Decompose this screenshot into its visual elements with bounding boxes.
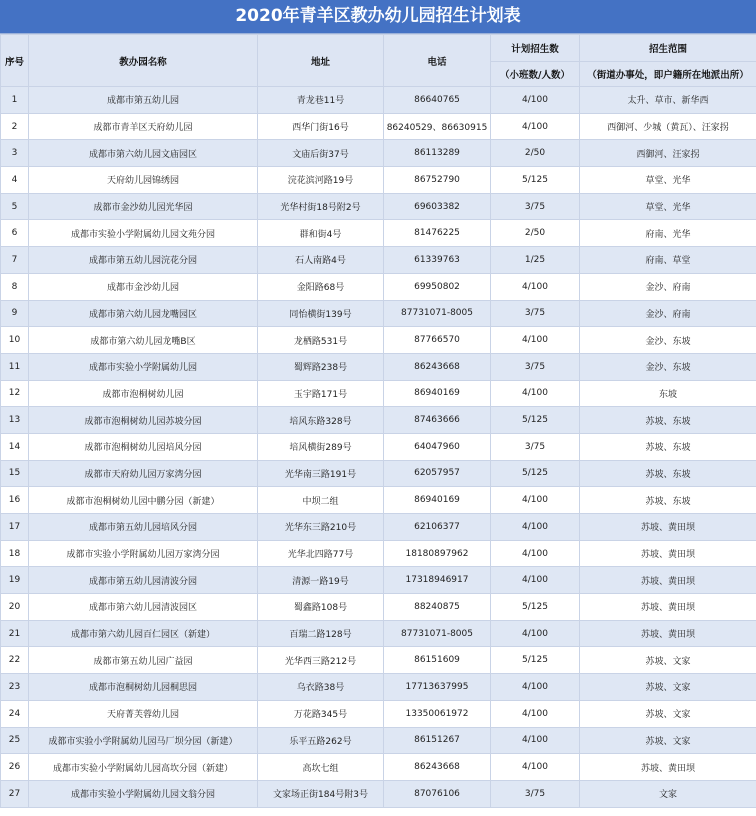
cell-phone: 13350061972	[384, 700, 491, 727]
cell-kindergarten-name: 成都市金沙幼儿园	[29, 273, 258, 300]
cell-kindergarten-name: 成都市第五幼儿园	[29, 87, 258, 114]
cell-enrollment-range: 西御河、少城（黄瓦）、汪家拐	[580, 113, 756, 140]
cell-address: 培风横街289号	[258, 433, 384, 460]
cell-no: 21	[1, 620, 29, 647]
cell-enrollment-plan: 1/25	[491, 247, 580, 274]
cell-enrollment-range: 苏坡、文家	[580, 700, 756, 727]
cell-address: 石人南路4号	[258, 247, 384, 274]
cell-kindergarten-name: 成都市第六幼儿园文庙园区	[29, 140, 258, 167]
cell-enrollment-range: 文家	[580, 780, 756, 807]
enrollment-table	[0, 34, 756, 808]
cell-phone: 87766570	[384, 327, 491, 354]
table-header	[1, 35, 756, 87]
cell-enrollment-range: 苏坡、黄田坝	[580, 754, 756, 781]
cell-enrollment-plan: 4/100	[491, 620, 580, 647]
cell-no: 23	[1, 674, 29, 701]
cell-enrollment-range: 金沙、府南	[580, 300, 756, 327]
table-row	[1, 460, 756, 487]
cell-address: 同怡横街139号	[258, 300, 384, 327]
cell-enrollment-plan: 5/125	[491, 167, 580, 194]
cell-kindergarten-name: 成都市第六幼儿园龙嘴园区	[29, 300, 258, 327]
cell-enrollment-range: 苏坡、黄田坝	[580, 594, 756, 621]
cell-kindergarten-name: 成都市第五幼儿园浣花分园	[29, 247, 258, 274]
cell-enrollment-range: 苏坡、文家	[580, 674, 756, 701]
cell-phone: 64047960	[384, 433, 491, 460]
cell-address: 金阳路68号	[258, 273, 384, 300]
cell-kindergarten-name: 成都市泡桐树幼儿园桐思园	[29, 674, 258, 701]
cell-no: 22	[1, 647, 29, 674]
cell-enrollment-plan: 3/75	[491, 353, 580, 380]
cell-no: 19	[1, 567, 29, 594]
cell-address: 龙栖路531号	[258, 327, 384, 354]
cell-address: 西华门街16号	[258, 113, 384, 140]
cell-phone: 62106377	[384, 514, 491, 541]
cell-no: 10	[1, 327, 29, 354]
cell-enrollment-range: 苏坡、黄田坝	[580, 620, 756, 647]
cell-address: 光华西三路212号	[258, 647, 384, 674]
cell-enrollment-plan: 4/100	[491, 327, 580, 354]
cell-enrollment-range: 苏坡、黄田坝	[580, 567, 756, 594]
cell-no: 17	[1, 514, 29, 541]
table-row	[1, 140, 756, 167]
header-range: 招生范围	[580, 35, 756, 62]
cell-phone: 17318946917	[384, 567, 491, 594]
cell-no: 12	[1, 380, 29, 407]
cell-enrollment-plan: 2/50	[491, 220, 580, 247]
cell-kindergarten-name: 成都市天府幼儿园万家湾分园	[29, 460, 258, 487]
table-row	[1, 567, 756, 594]
header-plan-sub: （小班数/人数）	[491, 62, 580, 87]
cell-enrollment-range: 太升、草市、新华西	[580, 87, 756, 114]
cell-enrollment-range: 金沙、府南	[580, 273, 756, 300]
header-name: 教办园名称	[29, 35, 258, 87]
table-row	[1, 87, 756, 114]
cell-phone: 86151267	[384, 727, 491, 754]
cell-address: 群和街4号	[258, 220, 384, 247]
cell-no: 25	[1, 727, 29, 754]
cell-no: 1	[1, 87, 29, 114]
cell-address: 光华东三路210号	[258, 514, 384, 541]
cell-enrollment-plan: 2/50	[491, 140, 580, 167]
cell-enrollment-range: 苏坡、黄田坝	[580, 540, 756, 567]
cell-no: 11	[1, 353, 29, 380]
cell-no: 2	[1, 113, 29, 140]
cell-address: 青龙巷11号	[258, 87, 384, 114]
table-row	[1, 647, 756, 674]
cell-enrollment-plan: 4/100	[491, 674, 580, 701]
table-row	[1, 594, 756, 621]
table-row	[1, 514, 756, 541]
cell-kindergarten-name: 成都市第六幼儿园清波园区	[29, 594, 258, 621]
cell-address: 文家场正街184号附3号	[258, 780, 384, 807]
cell-enrollment-range: 苏坡、文家	[580, 647, 756, 674]
cell-kindergarten-name: 成都市实验小学附属幼儿园文翁分园	[29, 780, 258, 807]
cell-enrollment-range: 草堂、光华	[580, 167, 756, 194]
cell-address: 中坝二组	[258, 487, 384, 514]
cell-address: 乐平五路262号	[258, 727, 384, 754]
cell-no: 9	[1, 300, 29, 327]
table-row	[1, 220, 756, 247]
cell-kindergarten-name: 成都市泡桐树幼儿园中鹏分园（新建）	[29, 487, 258, 514]
table-row	[1, 273, 756, 300]
cell-kindergarten-name: 成都市实验小学附属幼儿园高坎分园（新建）	[29, 754, 258, 781]
table-row	[1, 754, 756, 781]
cell-phone: 86752790	[384, 167, 491, 194]
cell-phone: 87076106	[384, 780, 491, 807]
cell-phone: 88240875	[384, 594, 491, 621]
cell-no: 7	[1, 247, 29, 274]
cell-enrollment-plan: 3/75	[491, 300, 580, 327]
cell-enrollment-range: 苏坡、东坡	[580, 487, 756, 514]
cell-enrollment-plan: 4/100	[491, 113, 580, 140]
cell-enrollment-range: 苏坡、黄田坝	[580, 514, 756, 541]
cell-address: 百瑞二路128号	[258, 620, 384, 647]
cell-no: 18	[1, 540, 29, 567]
cell-enrollment-range: 金沙、东坡	[580, 327, 756, 354]
table-row	[1, 620, 756, 647]
cell-kindergarten-name: 成都市第六幼儿园龙嘴B区	[29, 327, 258, 354]
cell-enrollment-range: 苏坡、东坡	[580, 460, 756, 487]
cell-enrollment-plan: 4/100	[491, 487, 580, 514]
cell-kindergarten-name: 成都市青羊区天府幼儿园	[29, 113, 258, 140]
cell-no: 4	[1, 167, 29, 194]
header-phone: 电话	[384, 35, 491, 87]
cell-phone: 87731071-8005	[384, 620, 491, 647]
cell-address: 高坎七组	[258, 754, 384, 781]
cell-enrollment-plan: 4/100	[491, 514, 580, 541]
table-row	[1, 407, 756, 434]
cell-kindergarten-name: 成都市第五幼儿园广益园	[29, 647, 258, 674]
cell-no: 24	[1, 700, 29, 727]
cell-kindergarten-name: 成都市实验小学附属幼儿园马厂坝分园（新建）	[29, 727, 258, 754]
table-row	[1, 193, 756, 220]
table-row	[1, 780, 756, 807]
cell-enrollment-range: 苏坡、东坡	[580, 407, 756, 434]
cell-kindergarten-name: 天府菁芙蓉幼儿园	[29, 700, 258, 727]
table-row	[1, 247, 756, 274]
cell-no: 16	[1, 487, 29, 514]
cell-enrollment-plan: 5/125	[491, 594, 580, 621]
cell-kindergarten-name: 天府幼儿园锦绣园	[29, 167, 258, 194]
cell-enrollment-plan: 3/75	[491, 433, 580, 460]
cell-no: 5	[1, 193, 29, 220]
cell-address: 文庙后街37号	[258, 140, 384, 167]
cell-phone: 18180897962	[384, 540, 491, 567]
cell-enrollment-range: 府南、草堂	[580, 247, 756, 274]
cell-enrollment-plan: 4/100	[491, 700, 580, 727]
cell-enrollment-range: 金沙、东坡	[580, 353, 756, 380]
cell-no: 8	[1, 273, 29, 300]
table-title: 2020年青羊区教办幼儿园招生计划表	[0, 0, 756, 34]
cell-enrollment-plan: 4/100	[491, 380, 580, 407]
cell-address: 万花路345号	[258, 700, 384, 727]
table-row	[1, 700, 756, 727]
cell-no: 20	[1, 594, 29, 621]
cell-phone: 86151609	[384, 647, 491, 674]
cell-enrollment-plan: 4/100	[491, 540, 580, 567]
cell-kindergarten-name: 成都市实验小学附属幼儿园文苑分园	[29, 220, 258, 247]
header-range-sub: （街道办事处，即户籍所在地派出所）	[580, 62, 756, 87]
cell-phone: 87731071-8005	[384, 300, 491, 327]
cell-phone: 86240529、86630915	[384, 113, 491, 140]
header-address: 地址	[258, 35, 384, 87]
cell-phone: 17713637995	[384, 674, 491, 701]
cell-no: 15	[1, 460, 29, 487]
cell-phone: 86640765	[384, 87, 491, 114]
cell-kindergarten-name: 成都市第五幼儿园培风分园	[29, 514, 258, 541]
cell-kindergarten-name: 成都市第六幼儿园百仁园区（新建）	[29, 620, 258, 647]
cell-no: 14	[1, 433, 29, 460]
cell-address: 光华村街18号附2号	[258, 193, 384, 220]
cell-enrollment-plan: 4/100	[491, 87, 580, 114]
cell-enrollment-range: 西御河、汪家拐	[580, 140, 756, 167]
cell-enrollment-plan: 5/125	[491, 460, 580, 487]
cell-no: 3	[1, 140, 29, 167]
cell-kindergarten-name: 成都市泡桐树幼儿园培风分园	[29, 433, 258, 460]
header-plan: 计划招生数	[491, 35, 580, 62]
cell-phone: 86940169	[384, 487, 491, 514]
cell-address: 培风东路328号	[258, 407, 384, 434]
cell-enrollment-plan: 4/100	[491, 273, 580, 300]
table-row	[1, 487, 756, 514]
table-row	[1, 540, 756, 567]
table-row	[1, 113, 756, 140]
header-no: 序号	[1, 35, 29, 87]
cell-enrollment-range: 草堂、光华	[580, 193, 756, 220]
cell-no: 26	[1, 754, 29, 781]
cell-enrollment-plan: 5/125	[491, 647, 580, 674]
cell-enrollment-plan: 4/100	[491, 567, 580, 594]
cell-enrollment-plan: 3/75	[491, 780, 580, 807]
cell-phone: 87463666	[384, 407, 491, 434]
cell-phone: 86113289	[384, 140, 491, 167]
cell-enrollment-range: 府南、光华	[580, 220, 756, 247]
table-row	[1, 674, 756, 701]
cell-kindergarten-name: 成都市实验小学附属幼儿园万家湾分园	[29, 540, 258, 567]
cell-address: 浣花滨河路19号	[258, 167, 384, 194]
cell-phone: 86243668	[384, 754, 491, 781]
table-row	[1, 300, 756, 327]
cell-phone: 61339763	[384, 247, 491, 274]
cell-address: 光华南三路191号	[258, 460, 384, 487]
table-row	[1, 353, 756, 380]
cell-address: 清源一路19号	[258, 567, 384, 594]
cell-phone: 62057957	[384, 460, 491, 487]
cell-enrollment-plan: 3/75	[491, 193, 580, 220]
cell-phone: 69950802	[384, 273, 491, 300]
cell-address: 光华北四路77号	[258, 540, 384, 567]
table-row	[1, 433, 756, 460]
cell-phone: 69603382	[384, 193, 491, 220]
cell-no: 27	[1, 780, 29, 807]
cell-phone: 86940169	[384, 380, 491, 407]
cell-address: 蜀辉路238号	[258, 353, 384, 380]
cell-address: 乌衣路38号	[258, 674, 384, 701]
cell-kindergarten-name: 成都市实验小学附属幼儿园	[29, 353, 258, 380]
cell-enrollment-range: 苏坡、文家	[580, 727, 756, 754]
cell-kindergarten-name: 成都市泡桐树幼儿园	[29, 380, 258, 407]
cell-address: 蜀鑫路108号	[258, 594, 384, 621]
cell-kindergarten-name: 成都市第五幼儿园清波分园	[29, 567, 258, 594]
cell-enrollment-range: 东坡	[580, 380, 756, 407]
cell-kindergarten-name: 成都市泡桐树幼儿园苏坡分园	[29, 407, 258, 434]
cell-kindergarten-name: 成都市金沙幼儿园光华园	[29, 193, 258, 220]
cell-phone: 81476225	[384, 220, 491, 247]
table-row	[1, 380, 756, 407]
table-row	[1, 727, 756, 754]
table-row	[1, 167, 756, 194]
cell-no: 6	[1, 220, 29, 247]
cell-enrollment-range: 苏坡、东坡	[580, 433, 756, 460]
cell-enrollment-plan: 4/100	[491, 754, 580, 781]
cell-phone: 86243668	[384, 353, 491, 380]
table-row	[1, 327, 756, 354]
cell-enrollment-plan: 4/100	[491, 727, 580, 754]
cell-no: 13	[1, 407, 29, 434]
cell-enrollment-plan: 5/125	[491, 407, 580, 434]
table-body	[1, 87, 756, 808]
cell-address: 玉宇路171号	[258, 380, 384, 407]
